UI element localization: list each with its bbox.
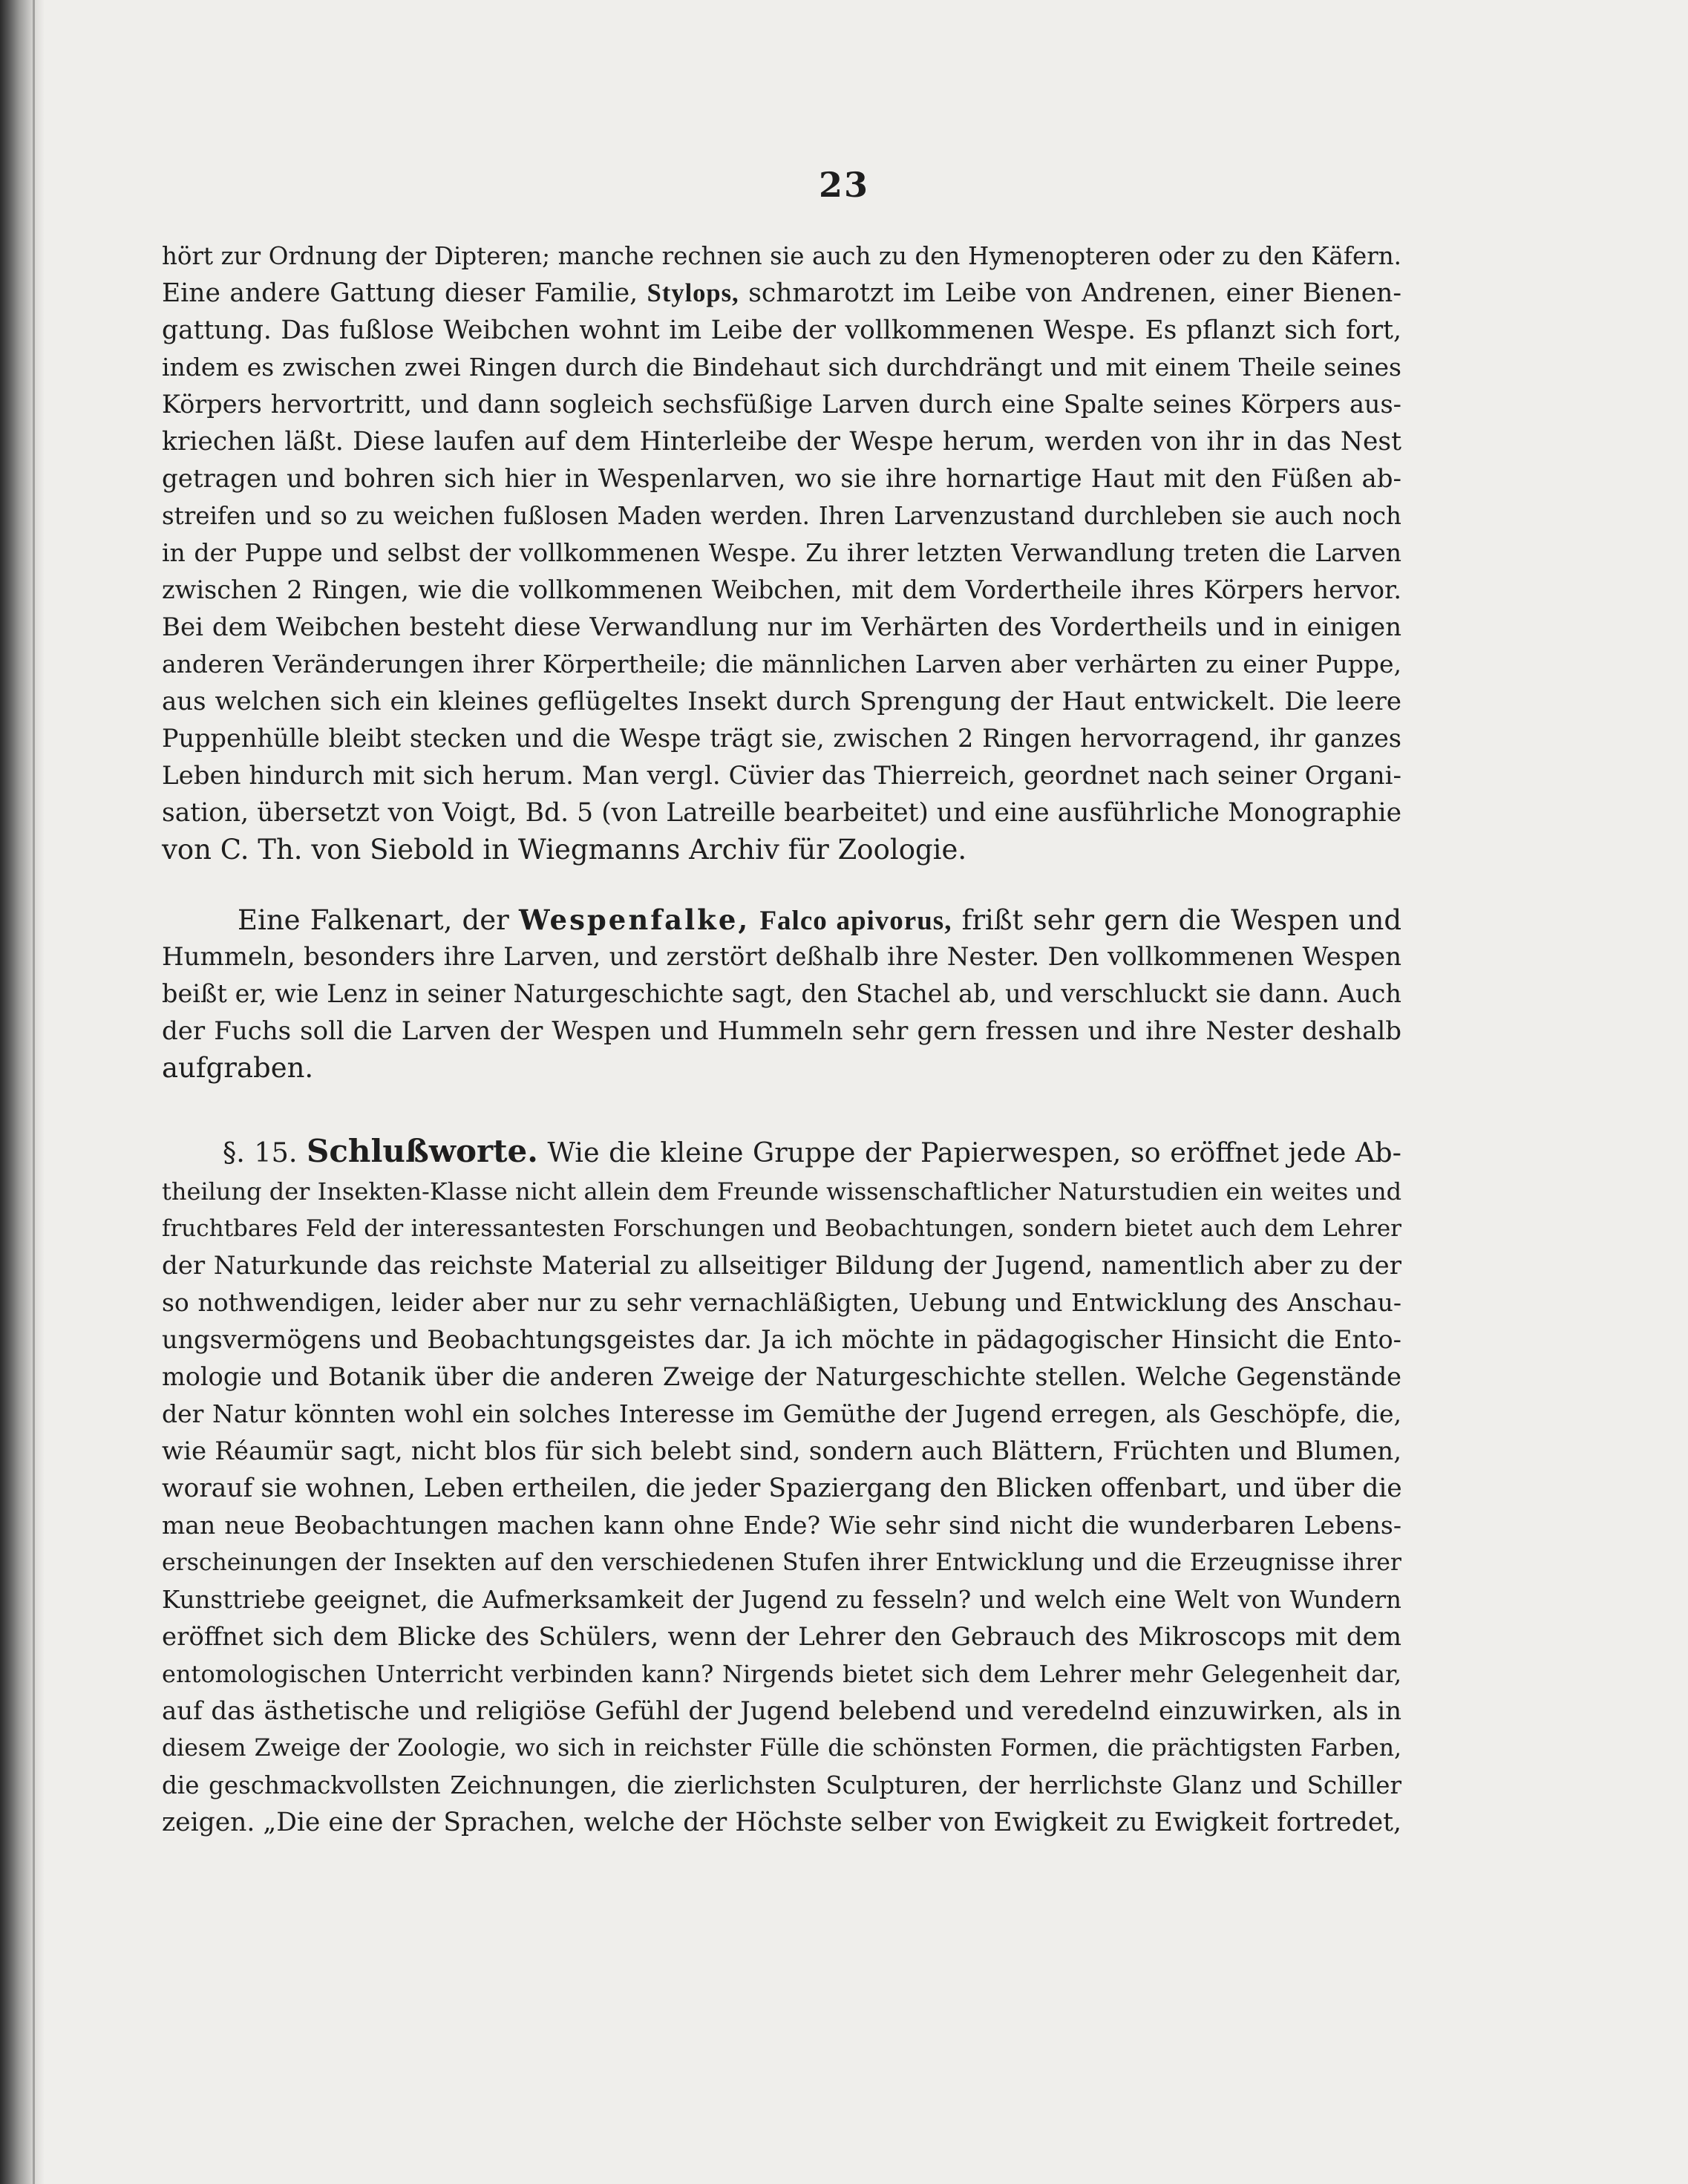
- text-line: anderen Veränderungen ihrer Körpertheile; die männlichen Larven aber verhärten zu einer Puppe,: [162, 650, 1401, 679]
- text-line: Hummeln, besonders ihre Larven, und zerstört deßhalb ihre Nester. Den vollkommenen Wespen: [162, 942, 1401, 972]
- text-line: [162, 275, 1401, 312]
- text-line: man neue Beobachtungen machen kann ohne Ende? Wie sehr sind nicht die wunderbaren Lebens-: [162, 1511, 1401, 1540]
- text-line: aus welchen sich ein kleines geflügeltes Insekt durch Sprengung der Haut entwickelt. Die leere: [162, 687, 1401, 716]
- text-line: Leben hindurch mit sich herum. Man vergl. Cüvier das Thierreich, geordnet nach seiner Organi-: [162, 761, 1401, 791]
- latin-genus-name: Stylops,: [647, 279, 739, 307]
- text-line: [238, 901, 1401, 938]
- text-line: der Naturkunde das reichste Material zu allseitiger Bildung der Jugend, namentlich aber zu der: [162, 1251, 1401, 1281]
- latin-species-name: Falco apivorus,: [759, 906, 952, 936]
- section-heading: Schlußworte.: [307, 1133, 538, 1169]
- text-line: zwischen 2 Ringen, wie die vollkommenen Weibchen, mit dem Vordertheile ihres Körpers hervor.: [162, 575, 1401, 604]
- text-line: gattung. Das fußlose Weibchen wohnt im Leibe der vollkommenen Wespe. Es pflanzt sich fort,: [162, 315, 1401, 345]
- text-line: der Fuchs soll die Larven der Wespen und Hummeln sehr gern fressen und ihre Nester deshalb: [162, 1016, 1401, 1046]
- binding-shadow: [0, 0, 45, 2184]
- text-line: sation, übersetzt von Voigt, Bd. 5 (von Latreille bearbeitet) und eine ausführliche Monographie: [162, 798, 1401, 828]
- text-segment: Eine andere Gattung dieser Familie,: [162, 278, 638, 308]
- text-line: in der Puppe und selbst der vollkommenen Wespe. Zu ihrer letzten Verwandlung treten die Larven: [162, 538, 1401, 567]
- page-number: 23: [818, 165, 869, 205]
- text-line: theilung der Insekten-Klasse nicht allein dem Freunde wissenschaftlicher Naturstudien ein weites und: [162, 1177, 1402, 1206]
- text-line: eröffnet sich dem Blicke des Schülers, wenn der Lehrer den Gebrauch des Mikroscops mit dem: [162, 1622, 1401, 1652]
- text-line: die geschmackvollsten Zeichnungen, die zierlichsten Sculpturen, der herrlichste Glanz und Schiller: [162, 1771, 1401, 1799]
- text-line: wie Réaumür sagt, nicht blos für sich belebt sind, sondern auch Blättern, Früchten und Blumen,: [162, 1436, 1401, 1466]
- text-line: Puppenhülle bleibt stecken und die Wespe trägt sie, zwischen 2 Ringen hervorragend, ihr ganzes: [162, 724, 1401, 753]
- text-line: worauf sie wohnen, Leben ertheilen, die jeder Spaziergang den Blicken offenbart, und über die: [162, 1474, 1402, 1503]
- text-line: entomologischen Unterricht verbinden kann? Nirgends bietet sich dem Lehrer mehr Gelegenheit dar,: [162, 1660, 1401, 1688]
- text-segment: schmarotzt im Leibe von Andrenen, einer Bienen-: [748, 278, 1402, 308]
- text-line: hört zur Ordnung der Dipteren; manche rechnen sie auch zu den Hymenopteren oder zu den Käfern.: [162, 242, 1401, 270]
- section-number: §. 15.: [223, 1137, 298, 1168]
- text-segment: Wie die kleine Gruppe der Papierwespen, so eröffnet jede Ab-: [547, 1137, 1401, 1168]
- text-line: Kunsttriebe geeignet, die Aufmerksamkeit der Jugend zu fesseln? und welch eine Welt von Wundern: [162, 1586, 1401, 1614]
- text-line: kriechen läßt. Diese laufen auf dem Hinterleibe der Wespe herum, werden von ihr in das Nest: [162, 427, 1401, 457]
- text-line: Bei dem Weibchen besteht diese Verwandlung nur im Verhärten des Vordertheils und in einigen: [162, 612, 1401, 642]
- binding-edge: [33, 0, 35, 2184]
- text-line: streifen und so zu weichen fußlosen Maden werden. Ihren Larvenzustand durchleben sie auch noch: [162, 502, 1401, 530]
- text-line: der Natur könnten wohl ein solches Interesse im Gemüthe der Jugend erregen, als Geschöpfe, die,: [162, 1399, 1401, 1428]
- text-line: ungsvermögens und Beobachtungsgeistes dar. Ja ich möchte in pädagogischer Hinsicht die Ento-: [162, 1325, 1401, 1354]
- section-heading-line: [223, 1133, 1401, 1170]
- text-line: so nothwendigen, leider aber nur zu sehr vernachläßigten, Uebung und Entwicklung des Anschau-: [162, 1288, 1401, 1317]
- text-line: auf das ästhetische und religiöse Gefühl der Jugend belebend und veredelnd einzuwirken, als in: [162, 1696, 1401, 1726]
- text-line: erscheinungen der Insekten auf den verschiedenen Stufen ihrer Entwicklung und die Erzeugnisse ihrer: [162, 1549, 1401, 1576]
- text-segment: Eine Falkenart, der: [238, 904, 509, 936]
- emphasized-term: Wespenfalke,: [519, 903, 750, 936]
- text-line: zeigen. „Die eine der Sprachen, welche der Höchste selber von Ewigkeit zu Ewigkeit fortredet,: [162, 1808, 1401, 1837]
- text-line: diesem Zweige der Zoologie, wo sich in reichster Fülle die schönsten Formen, die prächtigsten Farben,: [162, 1735, 1401, 1762]
- text-line: von C. Th. von Siebold in Wiegmanns Archiv für Zoologie.: [162, 834, 967, 866]
- text-line: getragen und bohren sich hier in Wespenlarven, wo sie ihre hornartige Haut mit den Füßen ab-: [162, 464, 1401, 494]
- text-line: Körpers hervortritt, und dann sogleich sechsfüßige Larven durch eine Spalte seines Körpers aus-: [162, 390, 1401, 419]
- text-line: indem es zwischen zwei Ringen durch die Bindehaut sich durchdrängt und mit einem Theile seines: [162, 353, 1401, 382]
- text-segment: frißt sehr gern die Wespen und: [961, 904, 1402, 936]
- text-line: aufgraben.: [162, 1052, 314, 1084]
- text-line: mologie und Botanik über die anderen Zweige der Naturgeschichte stellen. Welche Gegenstände: [162, 1362, 1401, 1391]
- text-line: fruchtbares Feld der interessantesten Forschungen und Beobachtungen, sondern bietet auch dem Lehrer: [162, 1215, 1401, 1242]
- text-line: beißt er, wie Lenz in seiner Naturgeschichte sagt, den Stachel ab, und verschluckt sie dann. Auch: [162, 979, 1401, 1008]
